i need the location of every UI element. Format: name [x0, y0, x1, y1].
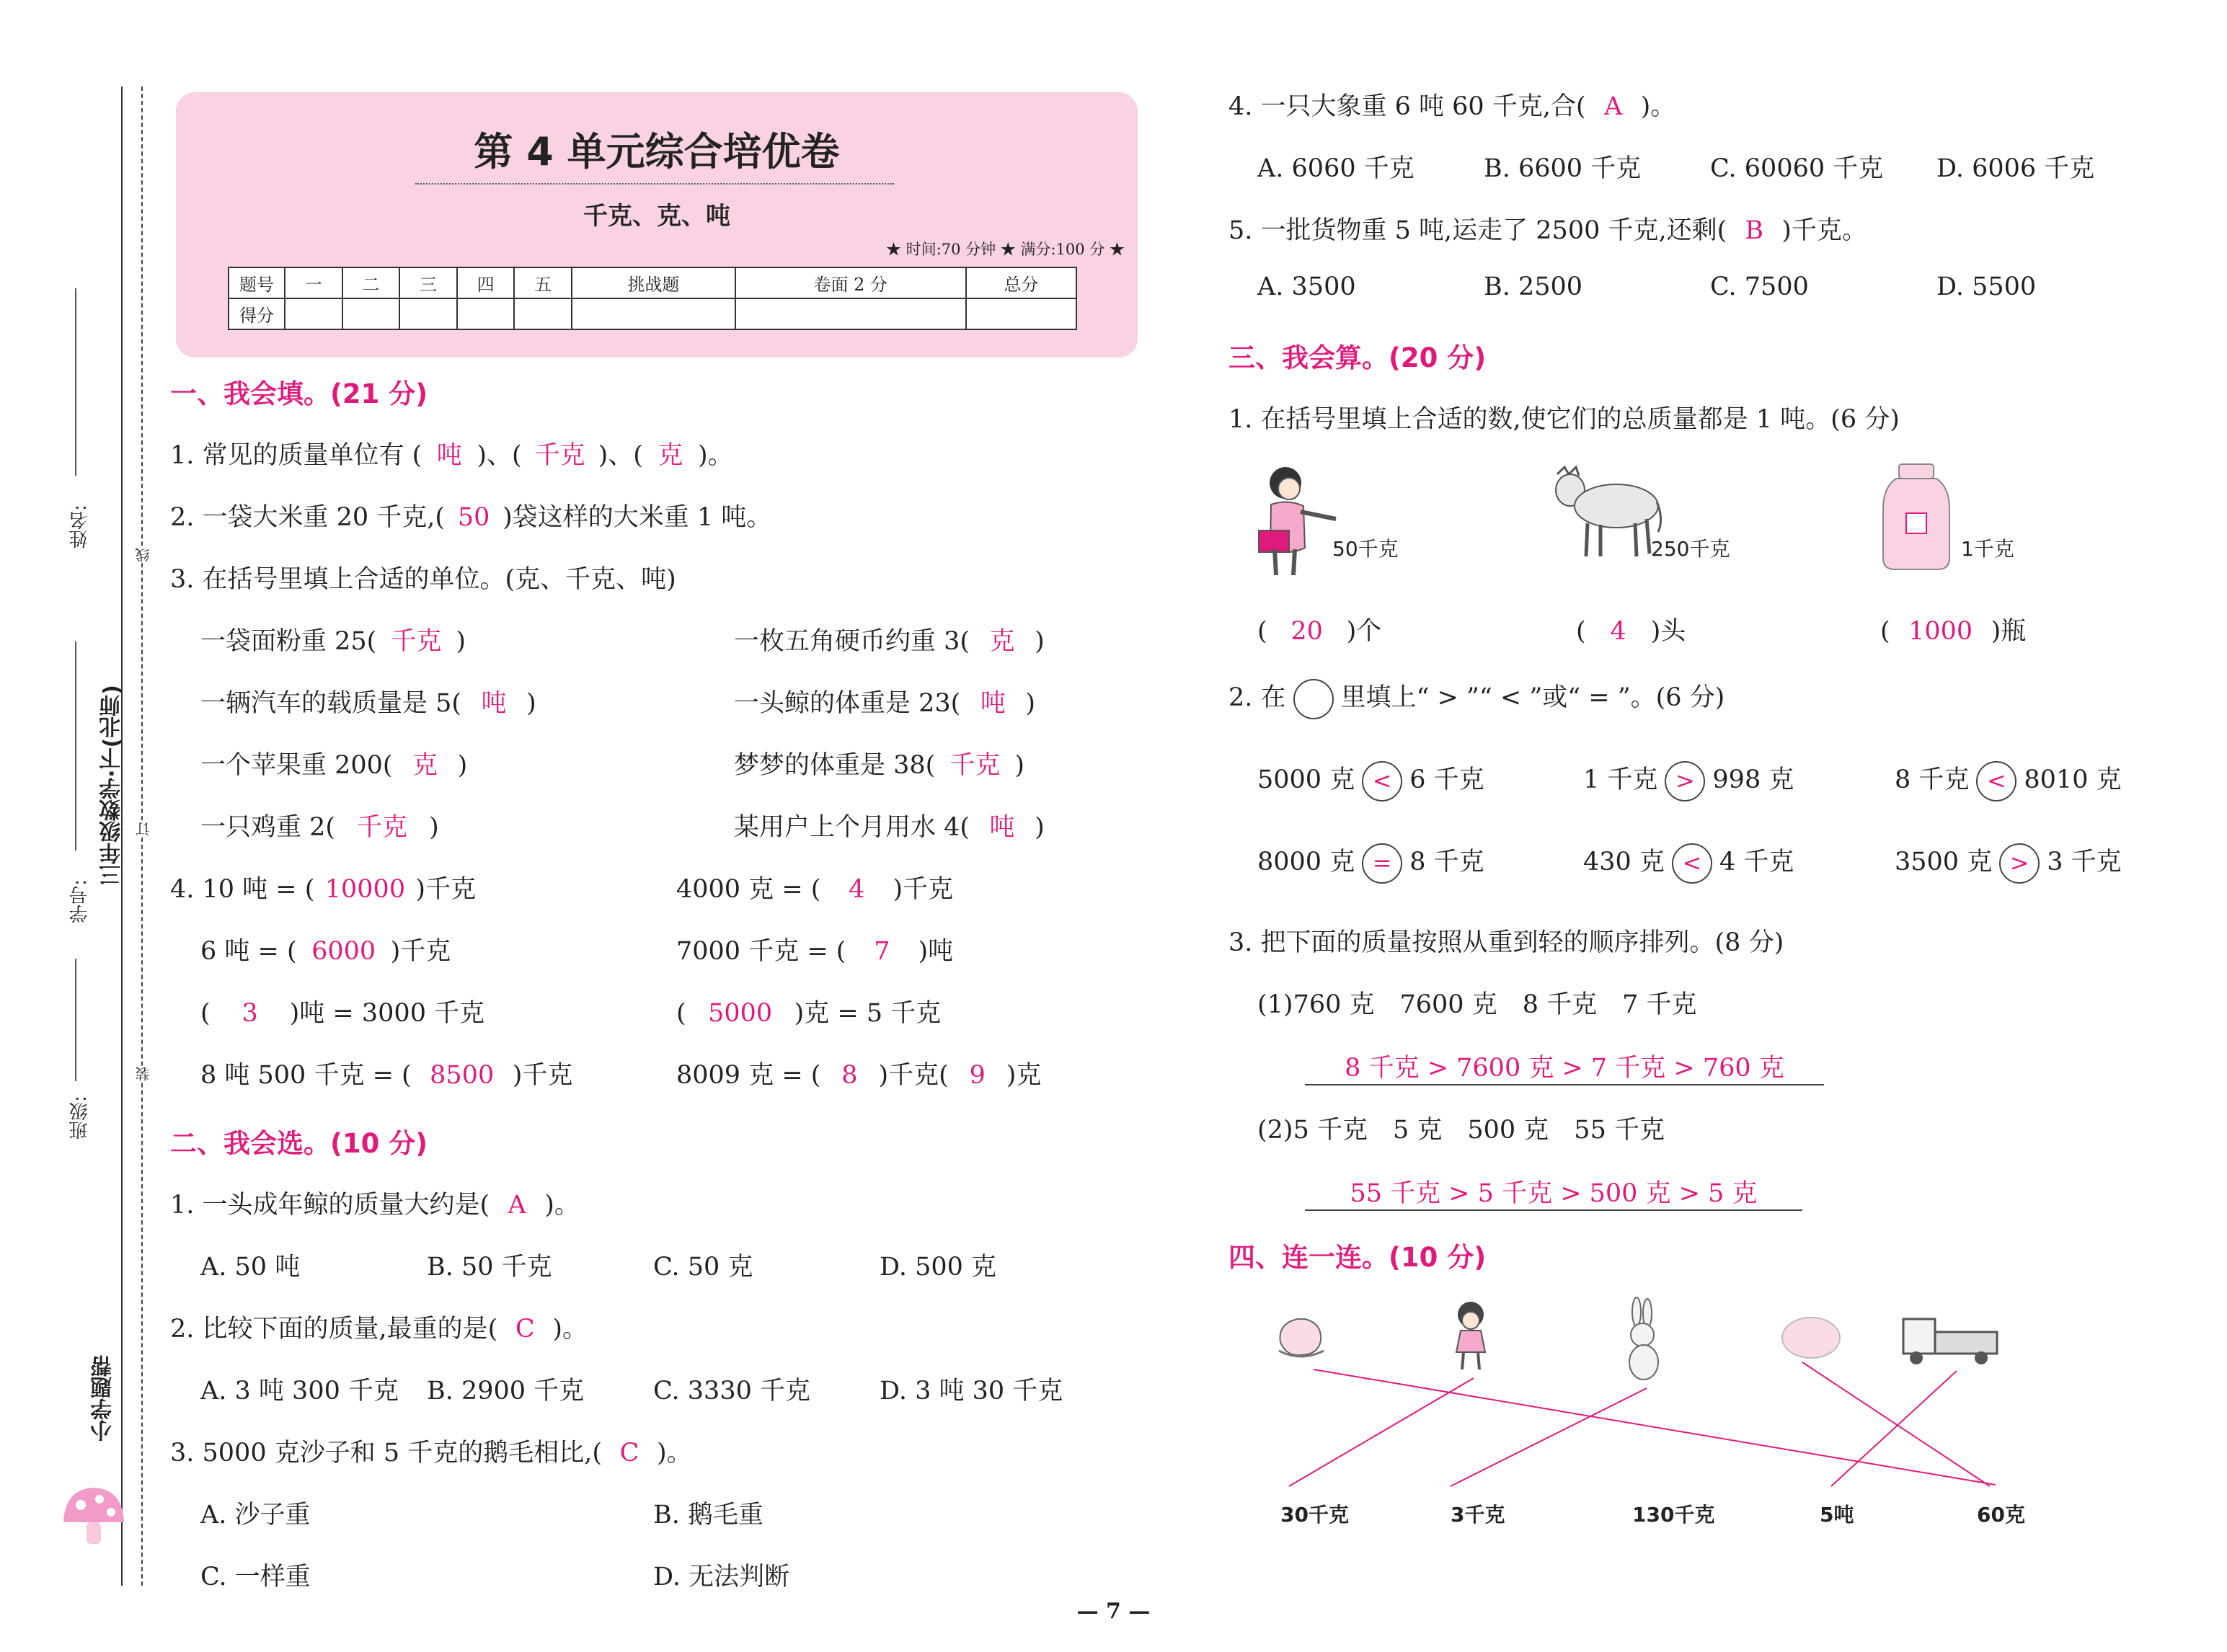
- match-line: [1289, 1378, 1474, 1486]
- s3-q1-answer: ( 20 )个: [1257, 617, 1382, 646]
- section-4-title: 四、连一连。(10 分): [1228, 1242, 1487, 1273]
- answer[interactable]: 吨: [989, 813, 1015, 842]
- weight-label: 50千克: [1332, 537, 1399, 561]
- score-header: 四: [457, 267, 515, 298]
- option[interactable]: C. 60060 千克: [1710, 154, 1884, 183]
- section-3-title: 三、我会算。(20 分): [1228, 342, 1487, 373]
- section-1-title: 一、我会填。(21 分): [170, 378, 428, 409]
- match-label: 60克: [1977, 1503, 2025, 1527]
- compare-item: 430 克 < 4 千克: [1583, 842, 1794, 884]
- answer[interactable]: B: [1745, 216, 1764, 245]
- s3-q3-part: (1)760 克 7600 克 8 千克 7 千克: [1257, 990, 1697, 1019]
- class-underline: [75, 959, 76, 1081]
- answer[interactable]: 3: [242, 999, 258, 1028]
- score-header: 题号: [229, 267, 285, 298]
- page-subtitle: 千克、克、吨: [583, 202, 730, 231]
- s2-q3-stem: 3. 5000 克沙子和 5 千克的鹅毛相比,( C )。: [170, 1439, 692, 1467]
- option[interactable]: D. 500 克: [880, 1253, 996, 1282]
- compare-circle[interactable]: <: [1976, 761, 2016, 801]
- brand-text: 小学题帮: [91, 1355, 116, 1442]
- girl-icon: [1456, 1302, 1485, 1369]
- answer[interactable]: 千克: [357, 813, 408, 842]
- answer-line[interactable]: 8 千克 > 7600 克 > 7 千克 > 760 克: [1305, 1048, 1824, 1085]
- cow-picture: [1550, 461, 1665, 562]
- s1-q4-item: 7000 千克 = ( 7 )吨: [676, 937, 954, 966]
- score-header: 总分: [966, 267, 1076, 298]
- s2-q5-stem: 5. 一批货物重 5 吨,运走了 2500 千克,还剩( B )千克。: [1228, 216, 1867, 245]
- s1-q3-item: 梦梦的体重是 38( 千克 ): [734, 745, 1024, 781]
- compare-item: 3500 克 > 3 千克: [1895, 842, 2122, 884]
- egg-icon: [1782, 1318, 1840, 1358]
- s1-q4-item: ( 5000 )克 = 5 千克: [676, 999, 942, 1028]
- weight-label: 250千克: [1651, 537, 1730, 561]
- id-underline: [75, 641, 76, 851]
- s1-q3-item: 一只鸡重 2( 千克 ): [200, 807, 439, 843]
- option[interactable]: A. 3500: [1257, 272, 1356, 301]
- weight-label: 1千克: [1961, 537, 2014, 561]
- header-box: [176, 92, 1138, 358]
- answer[interactable]: 4: [849, 875, 865, 904]
- compare-item: 8 千克 < 8010 克: [1895, 760, 2122, 801]
- answer[interactable]: 8: [841, 1061, 858, 1090]
- bind-mark: 装: [133, 1067, 154, 1081]
- answer[interactable]: 吨: [980, 689, 1006, 718]
- match-line: [1451, 1388, 1647, 1486]
- s3-q1-answer: ( 4 )头: [1576, 617, 1686, 646]
- section-2-title: 二、我会选。(10 分): [170, 1128, 428, 1159]
- answer[interactable]: 4: [1610, 617, 1626, 646]
- margin-line-dashed: [141, 86, 143, 1586]
- page-number: — 7 —: [1076, 1599, 1151, 1624]
- answer[interactable]: 5000: [708, 999, 773, 1028]
- option[interactable]: A. 50 吨: [200, 1253, 301, 1282]
- match-label: 5吨: [1820, 1503, 1854, 1527]
- option[interactable]: D. 无法判断: [653, 1563, 790, 1591]
- s1-q3-item: 某用户上个月用水 4( 吨 ): [734, 807, 1045, 843]
- s1-q3-item: 一个苹果重 200( 克 ): [200, 745, 467, 781]
- answer[interactable]: 7: [874, 937, 890, 966]
- s1-q4-item: 8009 克 = ( 8 )千克( 9 )克: [676, 1061, 1042, 1090]
- s2-q1-stem: 1. 一头成年鲸的质量大约是( A )。: [170, 1191, 580, 1220]
- s1-q4-item: 4000 克 = ( 4 )千克: [676, 875, 954, 904]
- truck-icon: [1903, 1319, 1997, 1364]
- option[interactable]: B. 鹅毛重: [653, 1501, 763, 1529]
- s1-q3-item: 一枚五角硬币约重 3( 克 ): [734, 621, 1045, 657]
- option[interactable]: B. 2900 千克: [427, 1377, 585, 1405]
- compare-circle[interactable]: <: [1362, 761, 1402, 801]
- score-cell[interactable]: [735, 298, 966, 329]
- score-cell[interactable]: [457, 298, 515, 329]
- answer[interactable]: 50: [457, 503, 490, 532]
- score-table: [228, 267, 1077, 330]
- s3-q3-stem: 3. 把下面的质量按照从重到轻的顺序排列。(8 分): [1228, 928, 1784, 957]
- answer[interactable]: 20: [1290, 617, 1323, 646]
- s2-q2-stem: 2. 比较下面的质量,最重的是( C )。: [170, 1315, 588, 1344]
- s1-q1: 1. 常见的质量单位有 ( 吨 )、( 千克 )、( 克 )。: [170, 435, 733, 471]
- compare-circle[interactable]: >: [1665, 761, 1705, 801]
- title-divider: [415, 183, 894, 185]
- score-cell[interactable]: [514, 298, 572, 329]
- blank-circle-icon: [1293, 679, 1334, 719]
- s1-q4-item: 6 吨 = ( 6000 )千克: [200, 937, 451, 966]
- match-label: 30千克: [1280, 1503, 1349, 1527]
- s1-q4-item: 4. 10 吨 = ( 10000 )千克: [170, 875, 477, 904]
- answer[interactable]: A: [1603, 92, 1623, 121]
- answer[interactable]: A: [508, 1191, 526, 1220]
- answer-line[interactable]: 55 千克 > 5 千克 > 500 克 > 5 克: [1305, 1173, 1802, 1211]
- score-cell[interactable]: [966, 298, 1076, 329]
- compare-item: 5000 克 < 6 千克: [1257, 760, 1484, 801]
- compare-circle[interactable]: >: [1999, 843, 2040, 884]
- score-header: 二: [342, 267, 400, 298]
- s1-q3-item: 一袋面粉重 25( 千克 ): [200, 621, 466, 657]
- bind-mark: 订: [133, 822, 154, 836]
- option[interactable]: A. 沙子重: [200, 1501, 311, 1529]
- s1-q4-item: 8 吨 500 千克 = ( 8500 )千克: [200, 1061, 573, 1090]
- s3-q3-part: (2)5 千克 5 克 500 克 55 千克: [1257, 1116, 1665, 1145]
- score-cell[interactable]: [399, 298, 457, 329]
- s3-q1-stem: 1. 在括号里填上合适的数,使它们的总质量都是 1 吨。(6 分): [1228, 405, 1900, 434]
- answer[interactable]: 克: [989, 627, 1015, 656]
- answer[interactable]: 9: [969, 1061, 986, 1090]
- s3-q2-stem: 2. 在 里填上“ > ”“ < ”或“ = ”。(6 分): [1228, 678, 1725, 719]
- option[interactable]: A. 3 吨 300 千克: [200, 1377, 399, 1405]
- score-header: 卷面 2 分: [735, 267, 966, 298]
- answer[interactable]: C: [515, 1315, 535, 1344]
- class-label: 班级:: [69, 1096, 91, 1140]
- answer[interactable]: 千克: [534, 441, 585, 470]
- match-line: [1314, 1369, 1996, 1485]
- option[interactable]: B. 50 千克: [427, 1253, 552, 1282]
- option[interactable]: D. 3 吨 30 千克: [880, 1377, 1063, 1405]
- name-label: 姓名:: [69, 505, 91, 549]
- peach-icon: [1279, 1319, 1324, 1356]
- score-header: 三: [399, 267, 457, 298]
- compare-circle[interactable]: =: [1362, 843, 1402, 884]
- option[interactable]: C. 50 克: [653, 1253, 753, 1282]
- s1-q3-item: 一头鲸的体重是 23( 吨 ): [734, 683, 1035, 719]
- score-row-label: 得分: [229, 298, 285, 329]
- answer[interactable]: 克: [658, 441, 683, 470]
- bind-mark: 线: [133, 548, 154, 562]
- score-cell[interactable]: [572, 298, 735, 329]
- answer[interactable]: 吨: [481, 689, 507, 718]
- compare-circle[interactable]: <: [1672, 843, 1712, 884]
- matching-diagram: [1254, 1290, 2062, 1535]
- option[interactable]: C. 7500: [1710, 272, 1809, 301]
- answer[interactable]: 吨: [436, 441, 462, 470]
- answer[interactable]: 千克: [949, 751, 1001, 780]
- option[interactable]: C. 3330 千克: [653, 1377, 810, 1405]
- option[interactable]: A. 6060 千克: [1257, 154, 1414, 183]
- option[interactable]: B. 6600 千克: [1484, 154, 1642, 183]
- answer[interactable]: C: [619, 1439, 639, 1467]
- score-cell[interactable]: [285, 298, 342, 329]
- score-cell[interactable]: [342, 298, 400, 329]
- rabbit-icon: [1629, 1297, 1658, 1380]
- option[interactable]: B. 2500: [1484, 272, 1583, 301]
- match-label: 3千克: [1451, 1503, 1505, 1527]
- answer[interactable]: 8500: [430, 1061, 495, 1090]
- exam-meta: ★ 时间:70 分钟 ★ 满分:100 分 ★: [885, 241, 1125, 258]
- score-header: 挑战题: [572, 267, 735, 298]
- bottle-picture: [1880, 461, 1952, 574]
- s2-q4-stem: 4. 一只大象重 6 吨 60 千克,合( A )。: [1228, 92, 1676, 121]
- s1-q3-stem: 3. 在括号里填上合适的单位。(克、千克、吨): [170, 565, 676, 594]
- option[interactable]: D. 6006 千克: [1936, 154, 2095, 183]
- mushroom-logo: [58, 1478, 130, 1550]
- option[interactable]: C. 一样重: [200, 1563, 311, 1591]
- s1-q4-item: ( 3 )吨 = 3000 千克: [200, 999, 485, 1028]
- s3-q1-answer: ( 1000 )瓶: [1880, 617, 2027, 646]
- answer[interactable]: 克: [412, 751, 438, 780]
- match-line: [1831, 1371, 1957, 1486]
- answer[interactable]: 6000: [311, 937, 376, 966]
- compare-item: 8000 克 = 8 千克: [1257, 842, 1484, 884]
- name-underline: [75, 288, 76, 476]
- s1-q3-item: 一辆汽车的载质量是 5( 吨 ): [200, 683, 536, 719]
- answer[interactable]: 10000: [324, 875, 406, 904]
- match-label: 130千克: [1632, 1503, 1715, 1527]
- compare-item: 1 千克 > 998 克: [1583, 760, 1794, 801]
- score-header: 五: [514, 267, 572, 298]
- option[interactable]: D. 5500: [1936, 272, 2037, 301]
- page-title: 第 4 单元综合培优卷: [474, 129, 840, 174]
- s1-q2: 2. 一袋大米重 20 千克,( 50 )袋这样的大米重 1 吨。: [170, 503, 772, 532]
- id-label: 学号:: [69, 879, 91, 923]
- grade-label: 三年级数学·下(北师): [99, 685, 125, 886]
- score-header: 一: [285, 267, 342, 298]
- answer[interactable]: 1000: [1908, 617, 1973, 646]
- answer[interactable]: 千克: [391, 627, 442, 656]
